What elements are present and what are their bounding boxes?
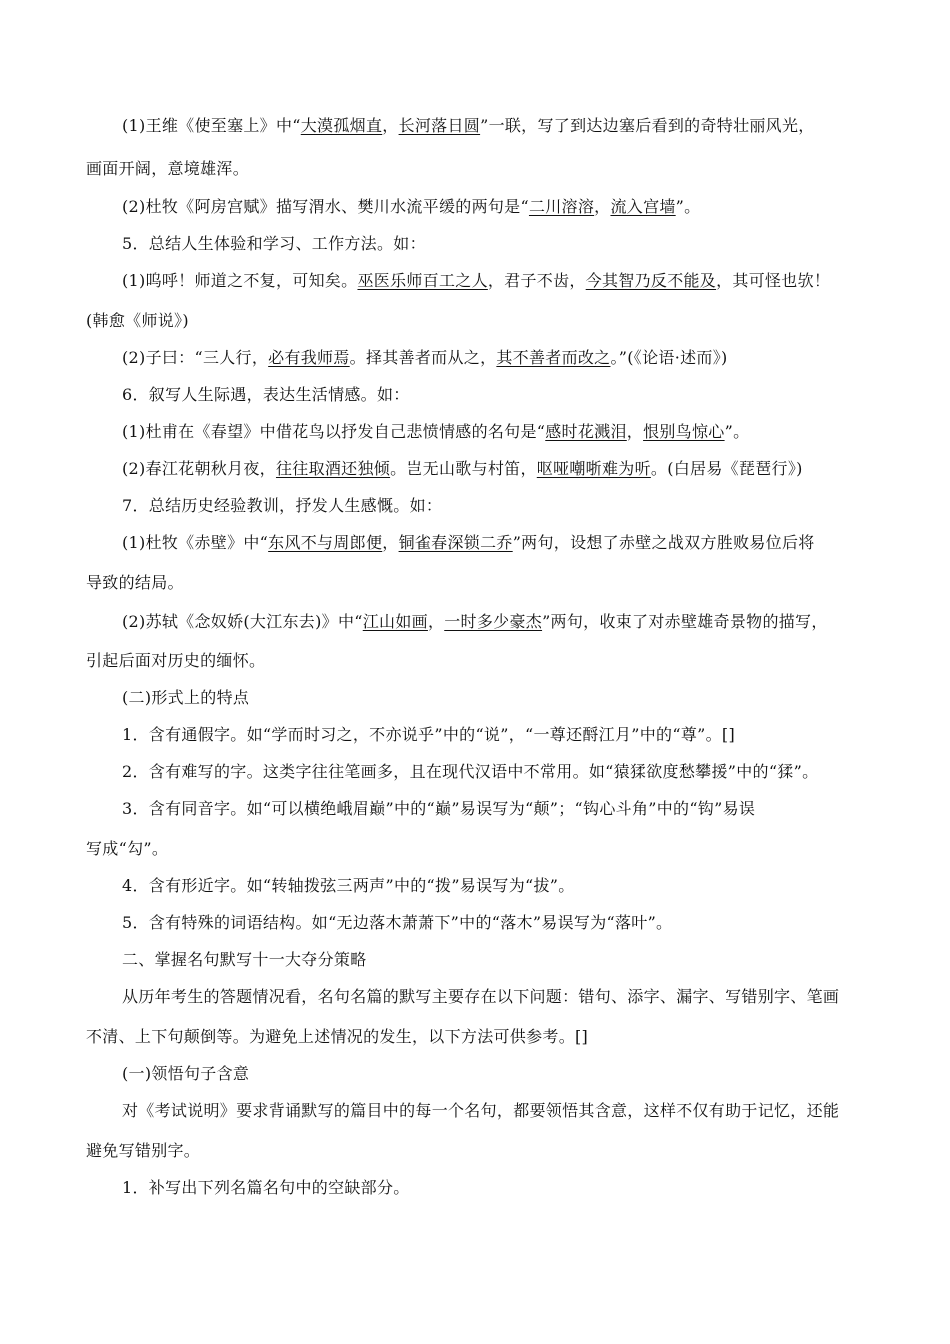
text-segment: (2)苏轼《念奴娇(大江东去)》中“ (122, 612, 363, 631)
text-segment: ”一联，写了到达边塞后看到的奇特壮丽风光， (480, 116, 815, 135)
underlined-answer: 感时花溅泪 (545, 422, 627, 441)
underlined-answer: 往往取酒还独倾 (275, 459, 391, 478)
text-line (122, 761, 818, 783)
text-line (86, 158, 249, 180)
text-segment: (1)王维《使至塞上》中“ (122, 116, 301, 135)
text-line (122, 798, 755, 820)
text-line (122, 347, 728, 369)
text-line (122, 1100, 839, 1122)
text-line (122, 458, 803, 480)
text-line (86, 650, 265, 672)
text-line (122, 724, 735, 746)
text-segment: ，君子不齿， (487, 271, 586, 290)
text-segment: ”两句，设想了赤壁之战双方胜败易位后将 (512, 533, 815, 552)
text-segment: 6．叙写人生际遇，表达生活情感。如： (122, 385, 410, 404)
underlined-answer: 今其智乃反不能及 (585, 271, 717, 290)
underlined-answer: 恨别鸟惊心 (643, 422, 725, 441)
text-line (122, 270, 830, 292)
text-line (86, 572, 184, 594)
text-segment: ，其可怪也欤！ (716, 271, 831, 290)
underlined-answer: 流入宫墙 (610, 197, 676, 216)
text-segment: 5．含有特殊的词语结构。如“无边落木萧萧下”中的“落木”易误写为“落叶”。 (122, 913, 673, 932)
text-segment: 导致的结局。 (86, 573, 184, 592)
text-segment: 。择其善者而从之， (349, 348, 497, 367)
text-segment: 二、掌握名句默写十一大夺分策略 (122, 950, 367, 969)
text-line (122, 875, 575, 897)
text-segment: ， (626, 422, 644, 441)
text-segment: 不清、上下句颠倒等。为避免上述情况的发生，以下方法可供参考。[] (86, 1027, 589, 1046)
text-segment: (2)子曰：“三人行， (122, 348, 269, 367)
text-line (86, 310, 189, 332)
text-line (122, 421, 749, 443)
text-line (122, 1177, 410, 1199)
text-segment: (1)杜甫在《春望》中借花鸟以抒发自己悲愤情感的名句是“ (122, 422, 546, 441)
text-segment: 对《考试说明》要求背诵默写的篇目中的每一个名句，都要领悟其含意，这样不仅有助于记忆，还能 (122, 1101, 840, 1120)
text-segment: 2．含有难写的字。这类字往往笔画多，且在现代汉语中不常用。如“猿猱欲度愁攀援”中的“猱”。 (122, 762, 819, 781)
text-segment: 1．补写出下列名篇名句中的空缺部分。 (122, 1178, 410, 1197)
underlined-answer: 东风不与周郎便 (268, 533, 383, 552)
text-line (86, 838, 168, 860)
text-line (122, 495, 442, 517)
underlined-answer: 江山如画 (362, 612, 428, 631)
underlined-answer: 其不善者而改之 (496, 348, 611, 367)
underlined-answer: 呕哑嘲哳难为听 (536, 459, 651, 478)
text-line (122, 611, 828, 633)
text-line (122, 532, 815, 554)
text-segment: (韩愈《师说》) (86, 311, 189, 330)
text-segment: (2)春江花朝秋月夜， (122, 459, 276, 478)
text-segment: 7．总结历史经验教训，抒发人生感慨。如： (122, 496, 443, 515)
underlined-answer: 长河落日圆 (398, 116, 481, 135)
text-segment: (2)杜牧《阿房宫赋》描写渭水、樊川水流平缓的两句是“ (122, 197, 529, 216)
text-segment: 3．含有同音字。如“可以横绝峨眉巅”中的“巅”易误写为“颠”；“钩心斗角”中的“钩”易误 (122, 799, 756, 818)
text-line (86, 1140, 200, 1162)
text-line (122, 1063, 249, 1085)
text-line (122, 687, 249, 709)
text-line (122, 384, 410, 406)
text-segment: 1．含有通假字。如“学而时习之，不亦说乎”中的“说”，“一尊还酹江月”中的“尊”。[] (122, 725, 736, 744)
text-line (122, 949, 367, 971)
text-line (122, 196, 700, 218)
text-segment: 画面开阔，意境雄浑。 (86, 159, 250, 178)
text-segment: ”两句，收束了对赤壁雄奇景物的描写， (542, 612, 828, 631)
text-segment: 引起后面对历史的缅怀。 (86, 651, 266, 670)
underlined-answer: 一时多少豪杰 (444, 612, 543, 631)
text-segment: (一)领悟句子含意 (122, 1064, 250, 1083)
text-line (122, 115, 815, 137)
text-segment: ”。 (675, 197, 701, 216)
underlined-answer: 铜雀春深锁二乔 (398, 533, 513, 552)
underlined-answer: 大漠孤烟直 (300, 116, 383, 135)
text-segment: 避免写错别字。 (86, 1141, 201, 1160)
text-line (122, 912, 672, 934)
text-segment: (二)形式上的特点 (122, 688, 250, 707)
text-line (122, 233, 426, 255)
text-line (86, 1026, 588, 1048)
text-segment: 4．含有形近字。如“转轴拨弦三两声”中的“拨”易误写为“拔”。 (122, 876, 575, 895)
text-segment: 写成“勾”。 (86, 839, 169, 858)
underlined-answer: 必有我师焉 (268, 348, 350, 367)
underlined-answer: 巫医乐师百工之人 (357, 271, 488, 290)
text-segment: 。岂无山歌与村笛， (390, 459, 537, 478)
text-segment: ， (427, 612, 445, 631)
text-segment: 5．总结人生体验和学习、工作方法。如： (122, 234, 426, 253)
text-segment: ， (594, 197, 611, 216)
underlined-answer: 二川溶溶 (528, 197, 595, 216)
text-segment: ， (382, 533, 399, 552)
text-segment: 。”(《论语·述而》) (610, 348, 728, 367)
text-segment: (1)呜呼！师道之不复，可知矣。 (122, 271, 358, 290)
text-segment: 。(白居易《琵琶行》) (650, 459, 803, 478)
text-segment: ， (382, 116, 399, 135)
text-segment: ”。 (724, 422, 750, 441)
text-segment: 从历年考生的答题情况看，名句名篇的默写主要存在以下问题：错句、添字、漏字、写错别字、笔画 (122, 987, 840, 1006)
text-line (122, 986, 839, 1008)
text-segment: (1)杜牧《赤壁》中“ (122, 533, 269, 552)
